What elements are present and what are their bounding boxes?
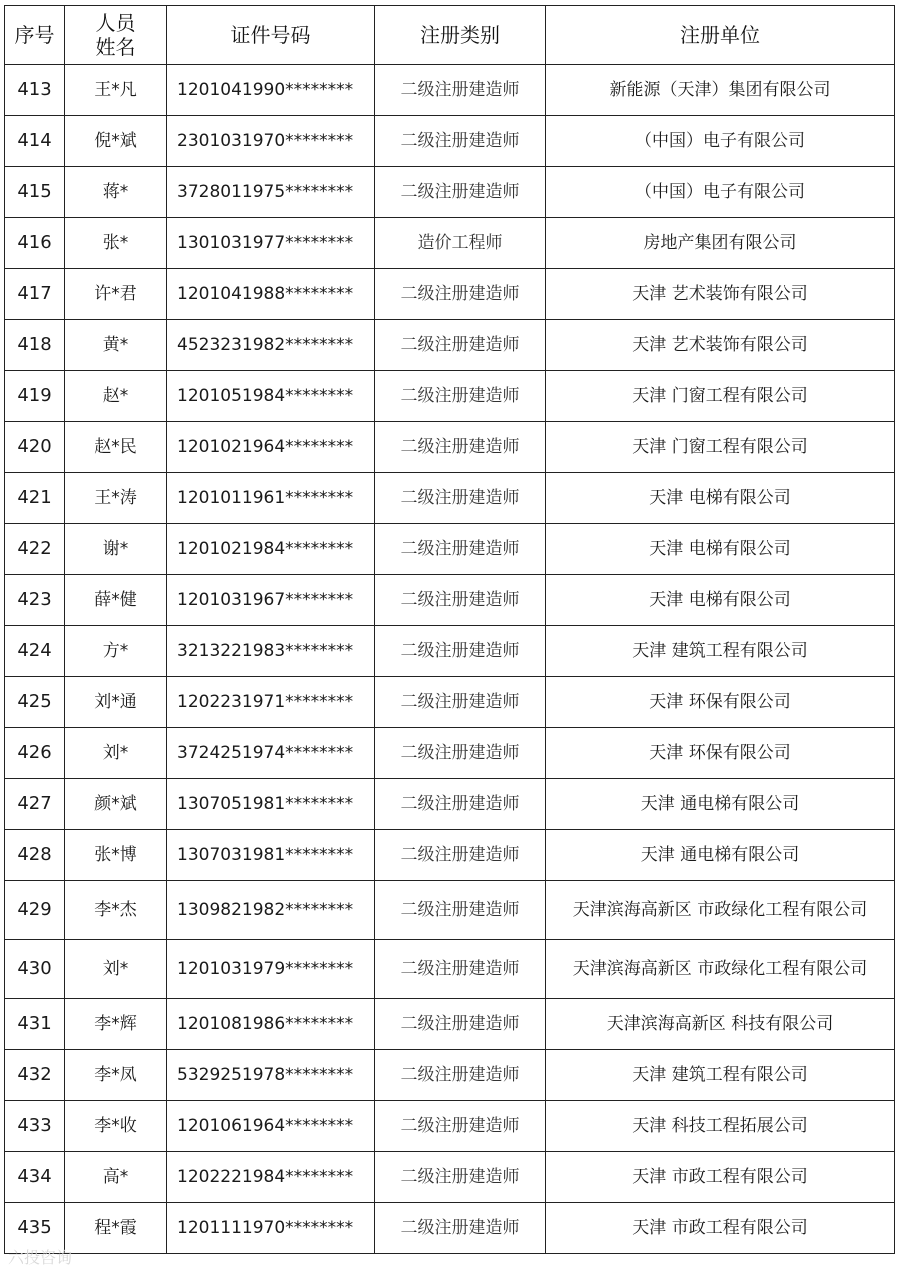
header-name: [65, 6, 167, 65]
cell-id: 3724251974********: [167, 728, 375, 779]
cell-name: 李*辉: [65, 999, 167, 1050]
cell-name: 李*收: [65, 1101, 167, 1152]
table-row: [5, 1152, 895, 1203]
cell-name: 张*博: [65, 830, 167, 881]
org-text: 天津 市政工程有限公司: [632, 1218, 808, 1238]
table-row: [5, 940, 895, 999]
cell-org: [546, 677, 895, 728]
cell-name: 王*涛: [65, 473, 167, 524]
table-row: [5, 999, 895, 1050]
cell-name: 刘*: [65, 728, 167, 779]
table-row: [5, 473, 895, 524]
cell-seq: 421: [5, 473, 65, 524]
cell-name: 程*霞: [65, 1203, 167, 1254]
cell-id: 1307031981********: [167, 830, 375, 881]
cell-org: [546, 575, 895, 626]
cell-type: 二级注册建造师: [375, 371, 546, 422]
cell-id: 1201081986********: [167, 999, 375, 1050]
table-row: [5, 320, 895, 371]
org-text: 天津 建筑工程有限公司: [632, 1065, 808, 1085]
cell-seq: 419: [5, 371, 65, 422]
table-row: [5, 167, 895, 218]
org-text: （中国）电子有限公司: [635, 182, 805, 202]
cell-seq: 418: [5, 320, 65, 371]
cell-org: [546, 728, 895, 779]
header-name-text: 人员 姓名: [95, 11, 136, 59]
cell-id: 5329251978********: [167, 1050, 375, 1101]
cell-name: 方*: [65, 626, 167, 677]
cell-seq: 430: [5, 940, 65, 999]
watermark: 六投咨询: [8, 1248, 73, 1267]
cell-org: [546, 473, 895, 524]
cell-org: [546, 881, 895, 940]
cell-id: 1201011961********: [167, 473, 375, 524]
table-header-row: [5, 6, 895, 65]
cell-id: 1201061964********: [167, 1101, 375, 1152]
table-row: [5, 116, 895, 167]
cell-type: 二级注册建造师: [375, 320, 546, 371]
cell-seq: 432: [5, 1050, 65, 1101]
cell-org: [546, 65, 895, 116]
cell-org: [546, 371, 895, 422]
table-row: [5, 779, 895, 830]
cell-id: 1202221984********: [167, 1152, 375, 1203]
table-row: [5, 218, 895, 269]
cell-name: 蒋*: [65, 167, 167, 218]
cell-name: 刘*: [65, 940, 167, 999]
cell-name: 谢*: [65, 524, 167, 575]
cell-org: [546, 779, 895, 830]
org-text: 天津 电梯有限公司: [649, 590, 791, 610]
cell-org: [546, 1152, 895, 1203]
cell-id: 3213221983********: [167, 626, 375, 677]
cell-seq: 420: [5, 422, 65, 473]
cell-name: 赵*: [65, 371, 167, 422]
org-text: 天津滨海高新区 市政绿化工程有限公司: [572, 959, 868, 979]
table-row: [5, 1203, 895, 1254]
cell-seq: 416: [5, 218, 65, 269]
org-text: 天津 电梯有限公司: [649, 539, 791, 559]
cell-type: 二级注册建造师: [375, 1050, 546, 1101]
table-row: [5, 65, 895, 116]
cell-type: 二级注册建造师: [375, 269, 546, 320]
cell-id: 2301031970********: [167, 116, 375, 167]
table-row: [5, 524, 895, 575]
org-text: 天津 通电梯有限公司: [640, 845, 800, 865]
table-row: [5, 728, 895, 779]
table-row: [5, 1050, 895, 1101]
cell-type: 二级注册建造师: [375, 1101, 546, 1152]
cell-id: 1301031977********: [167, 218, 375, 269]
cell-id: 1201031979********: [167, 940, 375, 999]
cell-id: 3728011975********: [167, 167, 375, 218]
org-text: 天津 环保有限公司: [649, 743, 791, 763]
cell-name: 倪*斌: [65, 116, 167, 167]
cell-id: 1309821982********: [167, 881, 375, 940]
cell-org: [546, 422, 895, 473]
table-row: [5, 269, 895, 320]
org-text: 天津滨海高新区 科技有限公司: [606, 1014, 834, 1034]
cell-type: 二级注册建造师: [375, 779, 546, 830]
cell-org: [546, 116, 895, 167]
cell-org: [546, 1050, 895, 1101]
cell-name: 许*君: [65, 269, 167, 320]
cell-seq: 427: [5, 779, 65, 830]
cell-org: [546, 626, 895, 677]
cell-name: 颜*斌: [65, 779, 167, 830]
cell-org: [546, 940, 895, 999]
cell-name: 李*凤: [65, 1050, 167, 1101]
cell-name: 赵*民: [65, 422, 167, 473]
cell-id: 1201031967********: [167, 575, 375, 626]
table-row: [5, 1101, 895, 1152]
cell-seq: 429: [5, 881, 65, 940]
cell-org: [546, 167, 895, 218]
org-text: 天津 环保有限公司: [649, 692, 791, 712]
table-row: [5, 422, 895, 473]
cell-id: 4523231982********: [167, 320, 375, 371]
cell-seq: 424: [5, 626, 65, 677]
table-row: [5, 830, 895, 881]
cell-seq: 431: [5, 999, 65, 1050]
cell-org: [546, 320, 895, 371]
cell-type: 二级注册建造师: [375, 1152, 546, 1203]
cell-id: 1201021964********: [167, 422, 375, 473]
cell-seq: 417: [5, 269, 65, 320]
org-text: 房地产集团有限公司: [643, 233, 797, 253]
org-text: 天津 门窗工程有限公司: [632, 437, 808, 457]
org-text: 天津滨海高新区 市政绿化工程有限公司: [572, 900, 868, 920]
cell-org: [546, 999, 895, 1050]
org-text: 天津 艺术装饰有限公司: [632, 284, 808, 304]
cell-type: 二级注册建造师: [375, 830, 546, 881]
cell-type: 二级注册建造师: [375, 1203, 546, 1254]
table-row: [5, 677, 895, 728]
cell-type: 二级注册建造师: [375, 575, 546, 626]
cell-type: 二级注册建造师: [375, 473, 546, 524]
cell-name: 刘*通: [65, 677, 167, 728]
org-text: 天津 艺术装饰有限公司: [632, 335, 808, 355]
cell-type: 二级注册建造师: [375, 116, 546, 167]
table-row: [5, 881, 895, 940]
table-row: [5, 371, 895, 422]
org-text: 天津 科技工程拓展公司: [632, 1116, 808, 1136]
cell-type: 二级注册建造师: [375, 999, 546, 1050]
cell-type: 二级注册建造师: [375, 65, 546, 116]
table-row: [5, 626, 895, 677]
cell-seq: 435: [5, 1203, 65, 1254]
cell-seq: 413: [5, 65, 65, 116]
cell-seq: 425: [5, 677, 65, 728]
org-text: 天津 电梯有限公司: [649, 488, 791, 508]
header-id: 证件号码: [167, 6, 375, 65]
cell-type: 二级注册建造师: [375, 422, 546, 473]
cell-type: 二级注册建造师: [375, 728, 546, 779]
org-text: 天津 市政工程有限公司: [632, 1167, 808, 1187]
cell-org: [546, 1101, 895, 1152]
header-type: 注册类别: [375, 6, 546, 65]
cell-id: 1307051981********: [167, 779, 375, 830]
cell-name: 薛*健: [65, 575, 167, 626]
cell-seq: 415: [5, 167, 65, 218]
cell-id: 1201051984********: [167, 371, 375, 422]
cell-id: 1201111970********: [167, 1203, 375, 1254]
cell-id: 1201021984********: [167, 524, 375, 575]
header-seq: 序号: [5, 6, 65, 65]
cell-id: 1202231971********: [167, 677, 375, 728]
registration-table: [4, 5, 895, 1254]
cell-id: 1201041988********: [167, 269, 375, 320]
cell-org: [546, 524, 895, 575]
cell-type: 二级注册建造师: [375, 881, 546, 940]
cell-seq: 426: [5, 728, 65, 779]
header-org: 注册单位: [546, 6, 895, 65]
org-text: 天津 门窗工程有限公司: [632, 386, 808, 406]
cell-org: [546, 269, 895, 320]
cell-seq: 433: [5, 1101, 65, 1152]
cell-seq: 423: [5, 575, 65, 626]
cell-org: [546, 218, 895, 269]
cell-type: 二级注册建造师: [375, 677, 546, 728]
table-row: [5, 575, 895, 626]
cell-org: [546, 830, 895, 881]
cell-name: 高*: [65, 1152, 167, 1203]
cell-type: 二级注册建造师: [375, 524, 546, 575]
cell-name: 黄*: [65, 320, 167, 371]
cell-type: 造价工程师: [375, 218, 546, 269]
cell-name: 李*杰: [65, 881, 167, 940]
cell-name: 王*凡: [65, 65, 167, 116]
cell-org: [546, 1203, 895, 1254]
cell-type: 二级注册建造师: [375, 167, 546, 218]
org-text: 天津 建筑工程有限公司: [632, 641, 808, 661]
org-text: 天津 通电梯有限公司: [640, 794, 800, 814]
org-text: （中国）电子有限公司: [635, 131, 805, 151]
cell-seq: 422: [5, 524, 65, 575]
cell-type: 二级注册建造师: [375, 626, 546, 677]
org-text: 新能源（天津）集团有限公司: [609, 80, 831, 100]
cell-name: 张*: [65, 218, 167, 269]
cell-seq: 434: [5, 1152, 65, 1203]
cell-id: 1201041990********: [167, 65, 375, 116]
cell-seq: 414: [5, 116, 65, 167]
cell-seq: 428: [5, 830, 65, 881]
cell-type: 二级注册建造师: [375, 940, 546, 999]
